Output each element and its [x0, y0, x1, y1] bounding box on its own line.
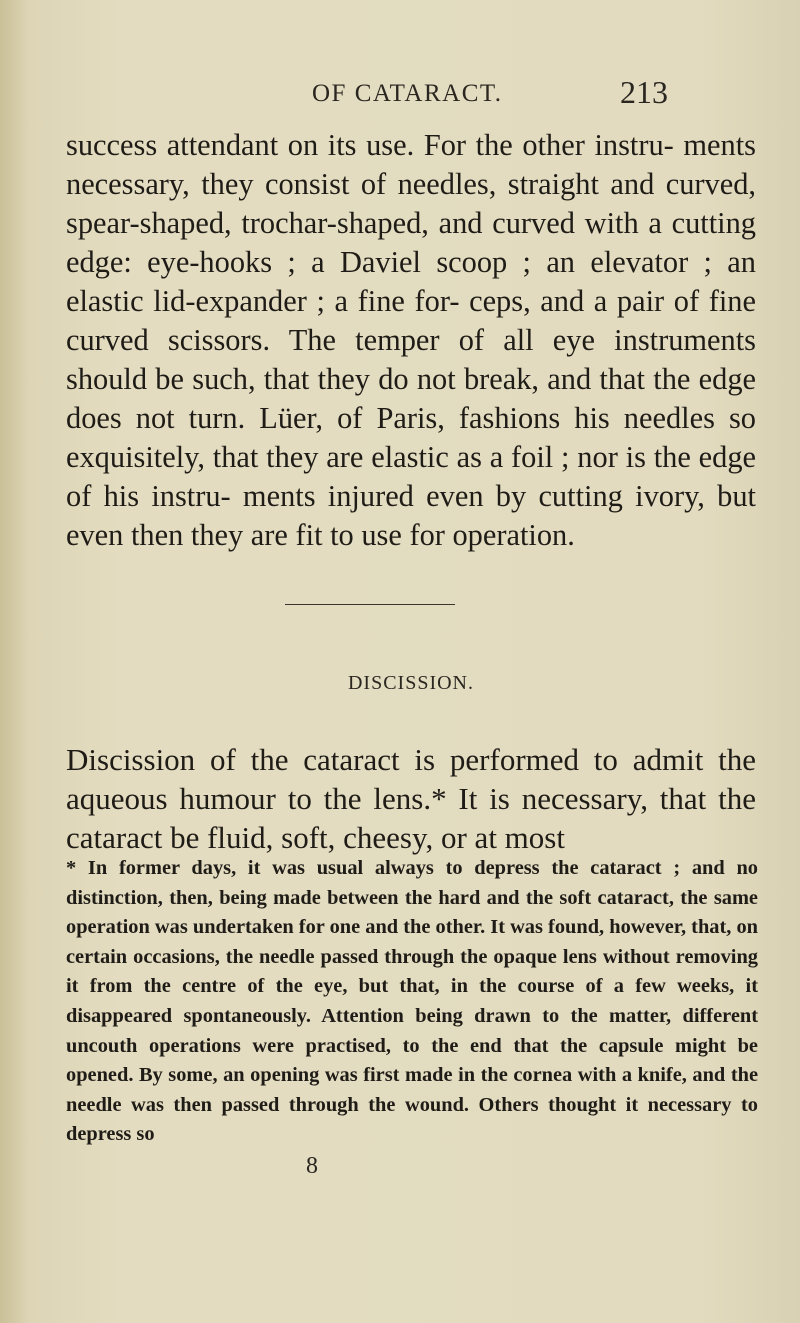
footnote-text: * In former days, it was usual always to depress the cataract ; and no distinction, then, being made between the hard and the soft cataract, the same operation was undertaken for one and the other. It was found, however, that, on certain occasions, the needle passed through the opaque lens without removing it from the centre of the eye, but that, in the course of a few weeks, it disappeared spontaneously. Attention being drawn to the matter, different uncouth operations were practised, to the end that the capsule might be opened. By some, an opening was first made in the cornea with a knife, and the needle was then passed through the wound. Others thought it necessary to depress so	[66, 857, 759, 1146]
main-paragraph-block	[66, 126, 756, 555]
section-heading: DISCISSION.	[347, 672, 475, 694]
section-paragraph: Discission of the cataract is performed to admit the aqueous humour to the lens.* It is necessary, that the cataract be fluid, soft, cheesy, or at most	[66, 742, 756, 855]
running-head	[60, 74, 800, 114]
main-paragraph: success attendant on its use. For the other instru- ments necessary, they consist of needles, straight and curved, spear-shaped, trochar-shaped, and curved with a cutting edge: eye-hooks ; a Daviel scoop ; an elevator ; an elastic lid-expander ; a fine for- ceps, and a pair of fine curved scissors. The temper of all eye instruments should be such, that they do not break, and that the edge does not turn. Lüer, of Paris, fashions his needles so exquisitely, that they are elastic as a foil ; nor is the edge of his instru- ments injured even by cutting ivory, but even then they are fit to use for operation.	[66, 128, 756, 552]
section-divider-rule	[285, 604, 455, 605]
section-paragraph-block	[66, 740, 756, 857]
page-number: 213	[620, 74, 668, 110]
running-title: OF CATARACT.	[312, 80, 503, 107]
footnote	[66, 854, 758, 1150]
signature-mark: 8	[306, 1153, 318, 1179]
